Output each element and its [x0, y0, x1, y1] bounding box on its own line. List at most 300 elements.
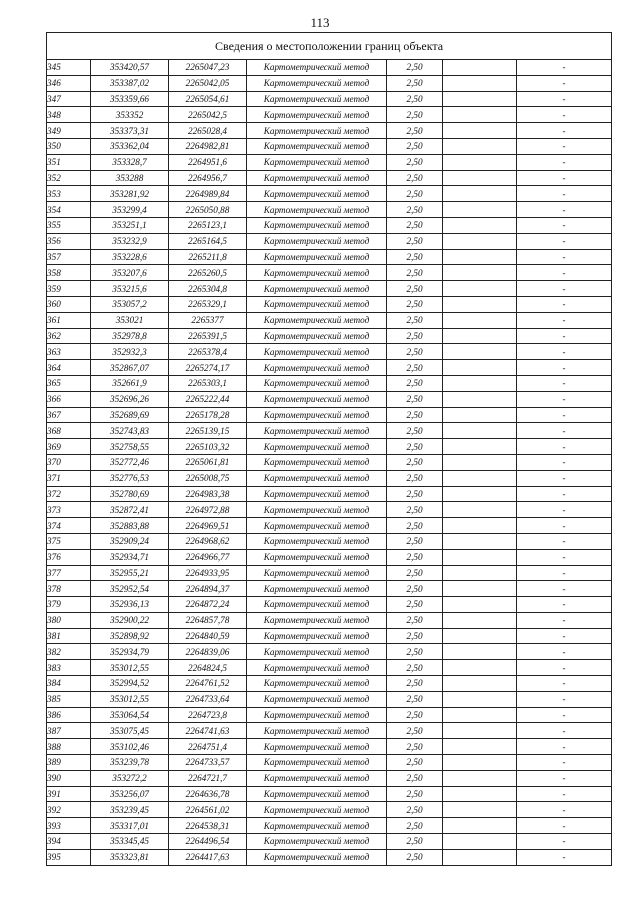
- table-row: [47, 60, 612, 76]
- table-row: [47, 170, 612, 186]
- description: -: [517, 202, 612, 218]
- point-number: 371: [47, 470, 91, 486]
- point-number: 376: [47, 549, 91, 565]
- accuracy: 2,50: [387, 660, 443, 676]
- method: Картометрический метод: [247, 312, 387, 328]
- coordinate-y: 2264956,7: [169, 170, 247, 186]
- empty-cell: [443, 707, 517, 723]
- empty-cell: [443, 755, 517, 771]
- coordinate-x: 352772,46: [91, 454, 169, 470]
- accuracy: 2,50: [387, 644, 443, 660]
- coordinate-y: 2265008,75: [169, 470, 247, 486]
- point-number: 369: [47, 439, 91, 455]
- description: -: [517, 344, 612, 360]
- table-row: [47, 454, 612, 470]
- description: -: [517, 233, 612, 249]
- accuracy: 2,50: [387, 107, 443, 123]
- description: -: [517, 91, 612, 107]
- point-number: 349: [47, 123, 91, 139]
- table-row: [47, 849, 612, 865]
- coordinate-y: 2265050,88: [169, 202, 247, 218]
- method: Картометрический метод: [247, 691, 387, 707]
- coordinate-x: 353057,2: [91, 296, 169, 312]
- description: -: [517, 217, 612, 233]
- table-row: [47, 707, 612, 723]
- table-row: [47, 328, 612, 344]
- empty-cell: [443, 328, 517, 344]
- point-number: 350: [47, 138, 91, 154]
- accuracy: 2,50: [387, 75, 443, 91]
- coordinate-x: 353359,66: [91, 91, 169, 107]
- empty-cell: [443, 770, 517, 786]
- coordinate-x: 352936,13: [91, 597, 169, 613]
- accuracy: 2,50: [387, 565, 443, 581]
- empty-cell: [443, 818, 517, 834]
- point-number: 381: [47, 628, 91, 644]
- coordinate-y: 2264968,62: [169, 533, 247, 549]
- method: Картометрический метод: [247, 676, 387, 692]
- empty-cell: [443, 170, 517, 186]
- coordinate-y: 2265304,8: [169, 281, 247, 297]
- description: -: [517, 360, 612, 376]
- method: Картометрический метод: [247, 565, 387, 581]
- point-number: 387: [47, 723, 91, 739]
- method: Картометрический метод: [247, 739, 387, 755]
- coordinate-y: 2265260,5: [169, 265, 247, 281]
- table-row: [47, 154, 612, 170]
- table-row: [47, 644, 612, 660]
- point-number: 368: [47, 423, 91, 439]
- accuracy: 2,50: [387, 360, 443, 376]
- point-number: 391: [47, 786, 91, 802]
- method: Картометрический метод: [247, 755, 387, 771]
- table-row: [47, 565, 612, 581]
- table-row: [47, 265, 612, 281]
- method: Картометрический метод: [247, 818, 387, 834]
- point-number: 374: [47, 518, 91, 534]
- coordinate-y: 2264417,63: [169, 849, 247, 865]
- table-row: [47, 581, 612, 597]
- method: Картометрический метод: [247, 628, 387, 644]
- point-number: 345: [47, 60, 91, 76]
- accuracy: 2,50: [387, 533, 443, 549]
- description: -: [517, 107, 612, 123]
- coordinate-y: 2264972,88: [169, 502, 247, 518]
- table-row: [47, 217, 612, 233]
- description: -: [517, 138, 612, 154]
- point-number: 351: [47, 154, 91, 170]
- description: -: [517, 328, 612, 344]
- table-row: [47, 486, 612, 502]
- coordinate-x: 353207,6: [91, 265, 169, 281]
- description: -: [517, 518, 612, 534]
- coordinate-x: 353012,55: [91, 691, 169, 707]
- coordinate-y: 2264840,59: [169, 628, 247, 644]
- page-number: 113: [310, 15, 330, 30]
- point-number: 383: [47, 660, 91, 676]
- accuracy: 2,50: [387, 723, 443, 739]
- coordinate-y: 2265103,32: [169, 439, 247, 455]
- coordinate-y: 2264733,57: [169, 755, 247, 771]
- description: -: [517, 439, 612, 455]
- coordinate-y: 2265378,4: [169, 344, 247, 360]
- coordinate-y: 2265042,5: [169, 107, 247, 123]
- coordinate-x: 352978,8: [91, 328, 169, 344]
- method: Картометрический метод: [247, 770, 387, 786]
- point-number: 389: [47, 755, 91, 771]
- empty-cell: [443, 470, 517, 486]
- coordinate-x: 352689,69: [91, 407, 169, 423]
- empty-cell: [443, 565, 517, 581]
- coordinate-x: 352780,69: [91, 486, 169, 502]
- description: -: [517, 565, 612, 581]
- point-number: 352: [47, 170, 91, 186]
- table-row: [47, 818, 612, 834]
- empty-cell: [443, 138, 517, 154]
- table-row: [47, 676, 612, 692]
- description: -: [517, 170, 612, 186]
- coordinate-x: 353352: [91, 107, 169, 123]
- description: -: [517, 834, 612, 850]
- coordinate-y: 2264969,51: [169, 518, 247, 534]
- point-number: 363: [47, 344, 91, 360]
- description: -: [517, 533, 612, 549]
- empty-cell: [443, 123, 517, 139]
- empty-cell: [443, 249, 517, 265]
- coordinate-x: 353387,02: [91, 75, 169, 91]
- accuracy: 2,50: [387, 786, 443, 802]
- empty-cell: [443, 360, 517, 376]
- coordinate-x: 353251,1: [91, 217, 169, 233]
- table-row: [47, 470, 612, 486]
- coordinate-y: 2264496,54: [169, 834, 247, 850]
- coordinate-y: 2264857,78: [169, 612, 247, 628]
- point-number: 379: [47, 597, 91, 613]
- description: -: [517, 423, 612, 439]
- table-row: [47, 202, 612, 218]
- coordinate-y: 2265211,8: [169, 249, 247, 265]
- accuracy: 2,50: [387, 154, 443, 170]
- point-number: 378: [47, 581, 91, 597]
- method: Картометрический метод: [247, 344, 387, 360]
- accuracy: 2,50: [387, 691, 443, 707]
- description: -: [517, 312, 612, 328]
- table-row: [47, 281, 612, 297]
- table-body: [47, 60, 612, 866]
- accuracy: 2,50: [387, 202, 443, 218]
- table-row: [47, 407, 612, 423]
- empty-cell: [443, 549, 517, 565]
- method: Картометрический метод: [247, 533, 387, 549]
- coordinate-y: 2264989,84: [169, 186, 247, 202]
- empty-cell: [443, 391, 517, 407]
- coordinate-y: 2265377: [169, 312, 247, 328]
- table-row: [47, 439, 612, 455]
- accuracy: 2,50: [387, 123, 443, 139]
- coordinate-y: 2264872,24: [169, 597, 247, 613]
- description: -: [517, 154, 612, 170]
- method: Картометрический метод: [247, 281, 387, 297]
- accuracy: 2,50: [387, 265, 443, 281]
- point-number: 358: [47, 265, 91, 281]
- method: Картометрический метод: [247, 423, 387, 439]
- description: -: [517, 454, 612, 470]
- table-row: [47, 518, 612, 534]
- coordinate-x: 352932,3: [91, 344, 169, 360]
- accuracy: 2,50: [387, 296, 443, 312]
- description: -: [517, 723, 612, 739]
- accuracy: 2,50: [387, 549, 443, 565]
- table-title: Сведения о местоположении границ объекта: [47, 33, 612, 60]
- table-row: [47, 597, 612, 613]
- coordinate-x: 352661,9: [91, 375, 169, 391]
- method: Картометрический метод: [247, 233, 387, 249]
- accuracy: 2,50: [387, 818, 443, 834]
- coordinate-y: 2265164,5: [169, 233, 247, 249]
- method: Картометрический метод: [247, 581, 387, 597]
- description: -: [517, 849, 612, 865]
- empty-cell: [443, 312, 517, 328]
- empty-cell: [443, 739, 517, 755]
- description: -: [517, 628, 612, 644]
- point-number: 355: [47, 217, 91, 233]
- method: Картометрический метод: [247, 154, 387, 170]
- coordinate-y: 2264839,06: [169, 644, 247, 660]
- coordinate-x: 353420,57: [91, 60, 169, 76]
- coordinate-y: 2264741,63: [169, 723, 247, 739]
- coordinate-x: 352898,92: [91, 628, 169, 644]
- method: Картометрический метод: [247, 407, 387, 423]
- empty-cell: [443, 217, 517, 233]
- description: -: [517, 691, 612, 707]
- description: -: [517, 770, 612, 786]
- point-number: 364: [47, 360, 91, 376]
- table-row: [47, 739, 612, 755]
- accuracy: 2,50: [387, 328, 443, 344]
- method: Картометрический метод: [247, 612, 387, 628]
- point-number: 354: [47, 202, 91, 218]
- method: Картометрический метод: [247, 91, 387, 107]
- method: Картометрический метод: [247, 138, 387, 154]
- method: Картометрический метод: [247, 549, 387, 565]
- method: Картометрический метод: [247, 60, 387, 76]
- empty-cell: [443, 612, 517, 628]
- accuracy: 2,50: [387, 849, 443, 865]
- table-row: [47, 755, 612, 771]
- description: -: [517, 707, 612, 723]
- table-row: [47, 312, 612, 328]
- empty-cell: [443, 786, 517, 802]
- empty-cell: [443, 849, 517, 865]
- coordinate-x: 352867,07: [91, 360, 169, 376]
- empty-cell: [443, 407, 517, 423]
- coordinate-x: 353299,4: [91, 202, 169, 218]
- accuracy: 2,50: [387, 770, 443, 786]
- coordinate-y: 2264723,8: [169, 707, 247, 723]
- method: Картометрический метод: [247, 834, 387, 850]
- table-row: [47, 786, 612, 802]
- coordinate-y: 2264721,7: [169, 770, 247, 786]
- coordinate-y: 2265047,23: [169, 60, 247, 76]
- method: Картометрический метод: [247, 249, 387, 265]
- coordinate-y: 2264636,78: [169, 786, 247, 802]
- accuracy: 2,50: [387, 612, 443, 628]
- empty-cell: [443, 454, 517, 470]
- point-number: 361: [47, 312, 91, 328]
- coordinate-y: 2265123,1: [169, 217, 247, 233]
- coordinate-y: 2265329,1: [169, 296, 247, 312]
- coordinate-y: 2264951,6: [169, 154, 247, 170]
- empty-cell: [443, 344, 517, 360]
- method: Картометрический метод: [247, 470, 387, 486]
- accuracy: 2,50: [387, 676, 443, 692]
- coordinate-y: 2264982,81: [169, 138, 247, 154]
- point-number: 393: [47, 818, 91, 834]
- point-number: 365: [47, 375, 91, 391]
- coordinate-x: 353362,04: [91, 138, 169, 154]
- coordinate-y: 2264894,37: [169, 581, 247, 597]
- table-row: [47, 723, 612, 739]
- description: -: [517, 786, 612, 802]
- method: Картометрический метод: [247, 107, 387, 123]
- description: -: [517, 281, 612, 297]
- description: -: [517, 470, 612, 486]
- description: -: [517, 502, 612, 518]
- coordinate-x: 353281,92: [91, 186, 169, 202]
- table-row: [47, 249, 612, 265]
- description: -: [517, 486, 612, 502]
- point-number: 377: [47, 565, 91, 581]
- description: -: [517, 739, 612, 755]
- method: Картометрический метод: [247, 170, 387, 186]
- point-number: 380: [47, 612, 91, 628]
- empty-cell: [443, 628, 517, 644]
- point-number: 348: [47, 107, 91, 123]
- point-number: 384: [47, 676, 91, 692]
- table-row: [47, 296, 612, 312]
- coordinate-y: 2264561,02: [169, 802, 247, 818]
- point-number: 360: [47, 296, 91, 312]
- accuracy: 2,50: [387, 739, 443, 755]
- method: Картометрический метод: [247, 217, 387, 233]
- point-number: 394: [47, 834, 91, 850]
- table-row: [47, 186, 612, 202]
- method: Картометрический метод: [247, 454, 387, 470]
- description: -: [517, 123, 612, 139]
- point-number: 386: [47, 707, 91, 723]
- method: Картометрический метод: [247, 486, 387, 502]
- method: Картометрический метод: [247, 265, 387, 281]
- coordinate-x: 353373,31: [91, 123, 169, 139]
- table-row: [47, 107, 612, 123]
- coordinate-y: 2265303,1: [169, 375, 247, 391]
- accuracy: 2,50: [387, 628, 443, 644]
- accuracy: 2,50: [387, 454, 443, 470]
- empty-cell: [443, 723, 517, 739]
- description: -: [517, 186, 612, 202]
- coordinate-x: 352883,88: [91, 518, 169, 534]
- empty-cell: [443, 676, 517, 692]
- coordinate-x: 352994,52: [91, 676, 169, 692]
- coordinate-x: 353239,78: [91, 755, 169, 771]
- empty-cell: [443, 518, 517, 534]
- description: -: [517, 249, 612, 265]
- table-row: [47, 660, 612, 676]
- coordinate-x: 353021: [91, 312, 169, 328]
- table-row: [47, 91, 612, 107]
- point-number: 347: [47, 91, 91, 107]
- accuracy: 2,50: [387, 233, 443, 249]
- empty-cell: [443, 107, 517, 123]
- coordinate-x: 353272,2: [91, 770, 169, 786]
- coordinate-y: 2264824,5: [169, 660, 247, 676]
- empty-cell: [443, 202, 517, 218]
- coordinate-y: 2264983,38: [169, 486, 247, 502]
- description: -: [517, 660, 612, 676]
- coordinate-x: 352934,71: [91, 549, 169, 565]
- empty-cell: [443, 423, 517, 439]
- coordinate-y: 2265274,17: [169, 360, 247, 376]
- accuracy: 2,50: [387, 312, 443, 328]
- coordinate-x: 353215,6: [91, 281, 169, 297]
- method: Картометрический метод: [247, 660, 387, 676]
- coordinate-x: 352758,55: [91, 439, 169, 455]
- coordinate-x: 352900,22: [91, 612, 169, 628]
- empty-cell: [443, 186, 517, 202]
- point-number: 385: [47, 691, 91, 707]
- coordinate-x: 353228,6: [91, 249, 169, 265]
- point-number: 356: [47, 233, 91, 249]
- table-row: [47, 533, 612, 549]
- empty-cell: [443, 296, 517, 312]
- coordinate-x: 352872,41: [91, 502, 169, 518]
- accuracy: 2,50: [387, 186, 443, 202]
- coordinate-y: 2265061,81: [169, 454, 247, 470]
- empty-cell: [443, 834, 517, 850]
- description: -: [517, 296, 612, 312]
- description: -: [517, 802, 612, 818]
- coordinate-x: 352743,83: [91, 423, 169, 439]
- description: -: [517, 549, 612, 565]
- method: Картометрический метод: [247, 597, 387, 613]
- description: -: [517, 597, 612, 613]
- accuracy: 2,50: [387, 60, 443, 76]
- coordinate-x: 353102,46: [91, 739, 169, 755]
- method: Картометрический метод: [247, 360, 387, 376]
- empty-cell: [443, 75, 517, 91]
- coordinate-x: 353232,9: [91, 233, 169, 249]
- accuracy: 2,50: [387, 407, 443, 423]
- method: Картометрический метод: [247, 375, 387, 391]
- method: Картометрический метод: [247, 328, 387, 344]
- empty-cell: [443, 281, 517, 297]
- method: Картометрический метод: [247, 502, 387, 518]
- coordinate-y: 2264761,52: [169, 676, 247, 692]
- method: Картометрический метод: [247, 391, 387, 407]
- accuracy: 2,50: [387, 391, 443, 407]
- empty-cell: [443, 265, 517, 281]
- accuracy: 2,50: [387, 502, 443, 518]
- method: Картометрический метод: [247, 707, 387, 723]
- coordinate-x: 352776,53: [91, 470, 169, 486]
- coordinate-x: 353328,7: [91, 154, 169, 170]
- table-row: [47, 612, 612, 628]
- description: -: [517, 676, 612, 692]
- description: -: [517, 375, 612, 391]
- empty-cell: [443, 233, 517, 249]
- method: Картометрический метод: [247, 849, 387, 865]
- point-number: 373: [47, 502, 91, 518]
